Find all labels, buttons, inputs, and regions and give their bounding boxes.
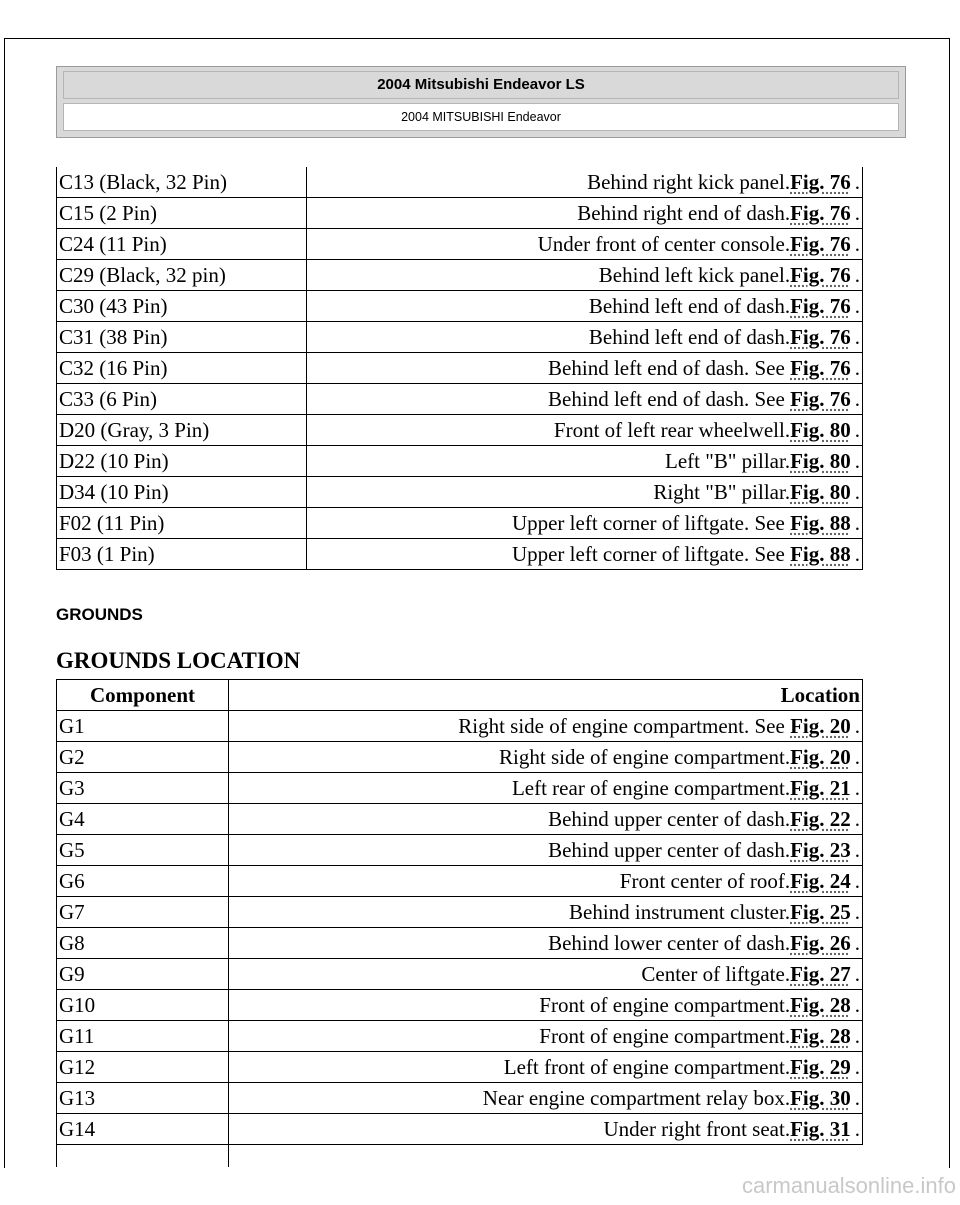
trailing-period: . xyxy=(854,201,860,225)
location-text: Front of engine compartment. xyxy=(539,1024,791,1048)
ground-id-cell: G3 xyxy=(57,773,229,804)
location-text: Behind left end of dash. xyxy=(588,294,791,318)
table-row xyxy=(57,928,863,959)
trailing-period: . xyxy=(854,449,860,473)
figure-link[interactable]: Fig. 76 xyxy=(790,356,851,380)
ground-location-cell xyxy=(229,742,863,773)
column-header-component: Component xyxy=(57,680,229,711)
connector-id-cell: C24 (11 Pin) xyxy=(57,229,307,260)
location-text: Upper left corner of liftgate. See xyxy=(511,511,791,535)
table-row xyxy=(57,167,863,198)
trailing-period: . xyxy=(854,232,860,256)
connector-location-cell xyxy=(307,291,863,322)
location-text: Right side of engine compartment. xyxy=(499,745,791,769)
page-frame-right xyxy=(949,38,950,1168)
figure-link[interactable]: Fig. 28 xyxy=(790,1024,851,1048)
connector-id-cell: C29 (Black, 32 pin) xyxy=(57,260,307,291)
connector-id-cell: F02 (11 Pin) xyxy=(57,508,307,539)
location-text: Front of engine compartment. xyxy=(539,993,791,1017)
figure-link[interactable]: Fig. 22 xyxy=(790,807,851,831)
table-row xyxy=(57,260,863,291)
trailing-period: . xyxy=(854,418,860,442)
ground-id-cell: G10 xyxy=(57,990,229,1021)
figure-link[interactable]: Fig. 26 xyxy=(790,931,851,955)
figure-link[interactable]: Fig. 20 xyxy=(790,745,851,769)
location-text: Behind right kick panel. xyxy=(587,170,791,194)
location-text: Behind left end of dash. xyxy=(588,325,791,349)
ground-location-cell xyxy=(229,835,863,866)
section-heading: GROUNDS xyxy=(56,605,143,624)
figure-link[interactable]: Fig. 76 xyxy=(790,232,851,256)
location-text: Under right front seat. xyxy=(603,1117,791,1141)
figure-link[interactable]: Fig. 76 xyxy=(790,170,851,194)
column-header-location: Location xyxy=(229,680,863,711)
ground-id-cell: G4 xyxy=(57,804,229,835)
trailing-period: . xyxy=(854,745,860,769)
figure-link[interactable]: Fig. 30 xyxy=(790,1086,851,1110)
ground-id-cell: G12 xyxy=(57,1052,229,1083)
table-row xyxy=(57,446,863,477)
connector-location-cell xyxy=(307,384,863,415)
connector-location-cell xyxy=(307,477,863,508)
ground-id-cell: G2 xyxy=(57,742,229,773)
table-row xyxy=(57,291,863,322)
ground-location-cell xyxy=(229,897,863,928)
trailing-period: . xyxy=(854,962,860,986)
page-frame-left xyxy=(4,38,5,1168)
table-row xyxy=(57,353,863,384)
page-frame-top xyxy=(4,38,950,39)
table-row xyxy=(57,711,863,742)
table-row xyxy=(57,1114,863,1145)
location-text: Behind right end of dash. xyxy=(577,201,791,225)
document-title: 2004 Mitsubishi Endeavor LS xyxy=(63,71,899,99)
trailing-period: . xyxy=(854,993,860,1017)
connector-location-cell xyxy=(307,167,863,198)
figure-link[interactable]: Fig. 88 xyxy=(790,542,851,566)
location-text: Near engine compartment relay box. xyxy=(482,1086,791,1110)
trailing-period: . xyxy=(854,542,860,566)
connector-id-cell: D20 (Gray, 3 Pin) xyxy=(57,415,307,446)
location-text: Behind left kick panel. xyxy=(598,263,791,287)
ground-id-cell: G8 xyxy=(57,928,229,959)
connector-id-cell: C13 (Black, 32 Pin) xyxy=(57,167,307,198)
connector-location-cell xyxy=(307,260,863,291)
trailing-period: . xyxy=(854,170,860,194)
ground-id-cell: G1 xyxy=(57,711,229,742)
table-row xyxy=(57,990,863,1021)
connector-id-cell: C15 (2 Pin) xyxy=(57,198,307,229)
grounds-location-table xyxy=(56,679,863,1167)
table-row xyxy=(57,1021,863,1052)
location-text: Behind instrument cluster. xyxy=(569,900,791,924)
table-row xyxy=(57,1052,863,1083)
trailing-period: . xyxy=(854,1024,860,1048)
table-row xyxy=(57,742,863,773)
table-row xyxy=(57,1083,863,1114)
empty-cell xyxy=(229,1145,863,1167)
trailing-period: . xyxy=(854,900,860,924)
document-subtitle: 2004 MITSUBISHI Endeavor xyxy=(63,103,899,131)
figure-link[interactable]: Fig. 76 xyxy=(790,294,851,318)
connector-location-cell xyxy=(307,322,863,353)
table-row xyxy=(57,198,863,229)
connector-id-cell: F03 (1 Pin) xyxy=(57,539,307,570)
ground-location-cell xyxy=(229,866,863,897)
trailing-period: . xyxy=(854,714,860,738)
figure-link[interactable]: Fig. 21 xyxy=(790,776,851,800)
trailing-period: . xyxy=(854,838,860,862)
ground-id-cell: G5 xyxy=(57,835,229,866)
connector-id-cell: C33 (6 Pin) xyxy=(57,384,307,415)
location-text: Front of left rear wheelwell. xyxy=(553,418,791,442)
figure-link[interactable]: Fig. 23 xyxy=(790,838,851,862)
figure-link[interactable]: Fig. 88 xyxy=(790,511,851,535)
ground-location-cell xyxy=(229,1021,863,1052)
figure-link[interactable]: Fig. 80 xyxy=(790,449,851,473)
table-row xyxy=(57,477,863,508)
figure-link[interactable]: Fig. 27 xyxy=(790,962,851,986)
figure-link[interactable]: Fig. 76 xyxy=(790,263,851,287)
ground-id-cell: G9 xyxy=(57,959,229,990)
location-text: Left front of engine compartment. xyxy=(503,1055,791,1079)
ground-id-cell: G11 xyxy=(57,1021,229,1052)
figure-link[interactable]: Fig. 80 xyxy=(790,480,851,504)
figure-link[interactable]: Fig. 28 xyxy=(790,993,851,1017)
figure-link[interactable]: Fig. 76 xyxy=(790,325,851,349)
location-text: Right "B" pillar. xyxy=(653,480,791,504)
trailing-period: . xyxy=(854,511,860,535)
ground-location-cell xyxy=(229,804,863,835)
connector-location-cell xyxy=(307,446,863,477)
table-row xyxy=(57,415,863,446)
table-row xyxy=(57,384,863,415)
trailing-period: . xyxy=(854,325,860,349)
location-text: Behind lower center of dash. xyxy=(548,931,791,955)
table-row xyxy=(57,959,863,990)
connector-location-cell xyxy=(307,415,863,446)
connector-id-cell: D34 (10 Pin) xyxy=(57,477,307,508)
connector-location-cell xyxy=(307,198,863,229)
ground-location-cell xyxy=(229,959,863,990)
connector-id-cell: C31 (38 Pin) xyxy=(57,322,307,353)
table-row-empty xyxy=(57,1145,863,1167)
location-text: Right side of engine compartment. See xyxy=(458,714,791,738)
table-row xyxy=(57,229,863,260)
ground-location-cell xyxy=(229,1083,863,1114)
location-text: Behind left end of dash. See xyxy=(548,387,791,411)
trailing-period: . xyxy=(854,480,860,504)
table-row xyxy=(57,539,863,570)
trailing-period: . xyxy=(854,387,860,411)
table-row xyxy=(57,322,863,353)
figure-link[interactable]: Fig. 76 xyxy=(790,201,851,225)
location-text: Left rear of engine compartment. xyxy=(511,776,791,800)
connector-location-cell xyxy=(307,539,863,570)
ground-location-cell xyxy=(229,711,863,742)
trailing-period: . xyxy=(854,1117,860,1141)
table-row xyxy=(57,773,863,804)
figure-link[interactable]: Fig. 25 xyxy=(790,900,851,924)
trailing-period: . xyxy=(854,294,860,318)
trailing-period: . xyxy=(854,807,860,831)
table-row xyxy=(57,804,863,835)
figure-link[interactable]: Fig. 29 xyxy=(790,1055,851,1079)
connector-id-cell: C32 (16 Pin) xyxy=(57,353,307,384)
connector-id-cell: D22 (10 Pin) xyxy=(57,446,307,477)
location-text: Upper left corner of liftgate. See xyxy=(511,542,791,566)
ground-id-cell: G7 xyxy=(57,897,229,928)
ground-id-cell: G6 xyxy=(57,866,229,897)
connector-location-cell xyxy=(307,508,863,539)
grounds-table-caption: GROUNDS LOCATION xyxy=(56,648,301,673)
figure-link[interactable]: Fig. 76 xyxy=(790,387,851,411)
location-text: Under front of center console. xyxy=(537,232,791,256)
trailing-period: . xyxy=(854,356,860,380)
empty-cell xyxy=(57,1145,229,1167)
connector-id-cell: C30 (43 Pin) xyxy=(57,291,307,322)
connector-location-cell xyxy=(307,229,863,260)
table-row xyxy=(57,508,863,539)
figure-link[interactable]: Fig. 31 xyxy=(790,1117,851,1141)
ground-location-cell xyxy=(229,773,863,804)
figure-link[interactable]: Fig. 20 xyxy=(790,714,851,738)
location-text: Behind upper center of dash. xyxy=(548,807,791,831)
ground-id-cell: G13 xyxy=(57,1083,229,1114)
watermark: carmanualsonline.info xyxy=(741,1173,956,1198)
trailing-period: . xyxy=(854,1055,860,1079)
trailing-period: . xyxy=(854,263,860,287)
figure-link[interactable]: Fig. 24 xyxy=(790,869,851,893)
trailing-period: . xyxy=(854,776,860,800)
location-text: Center of liftgate. xyxy=(641,962,791,986)
table-row xyxy=(57,866,863,897)
connector-location-table xyxy=(56,167,863,570)
figure-link[interactable]: Fig. 80 xyxy=(790,418,851,442)
trailing-period: . xyxy=(854,931,860,955)
connector-location-cell xyxy=(307,353,863,384)
ground-location-cell xyxy=(229,928,863,959)
table-row xyxy=(57,897,863,928)
ground-location-cell xyxy=(229,990,863,1021)
table-row xyxy=(57,835,863,866)
location-text: Behind left end of dash. See xyxy=(548,356,791,380)
trailing-period: . xyxy=(854,869,860,893)
document-header xyxy=(56,66,906,138)
location-text: Front center of roof. xyxy=(619,869,791,893)
ground-id-cell: G14 xyxy=(57,1114,229,1145)
location-text: Behind upper center of dash. xyxy=(548,838,791,862)
location-text: Left "B" pillar. xyxy=(665,449,791,473)
table-header-row xyxy=(57,680,863,711)
ground-location-cell xyxy=(229,1052,863,1083)
ground-location-cell xyxy=(229,1114,863,1145)
trailing-period: . xyxy=(854,1086,860,1110)
